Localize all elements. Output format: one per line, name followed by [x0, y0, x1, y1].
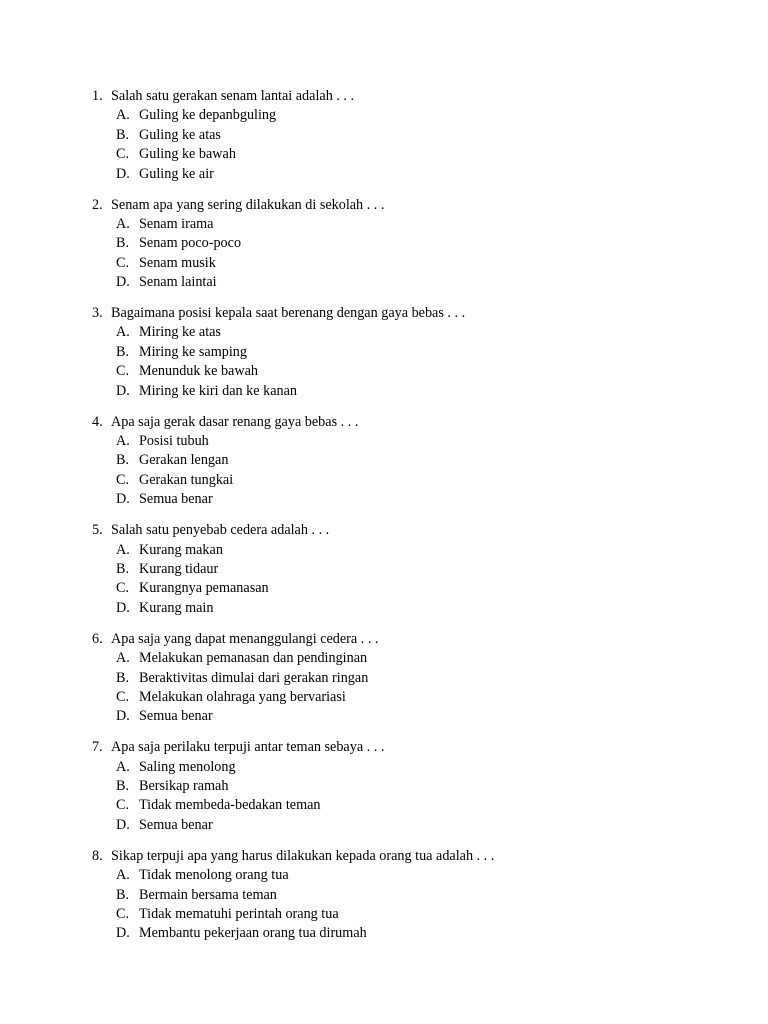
question-text: Senam apa yang sering dilakukan di sekolah . . .	[111, 196, 385, 213]
option-list	[92, 432, 494, 510]
option-letter: C.	[116, 254, 130, 271]
answer-option	[116, 362, 494, 381]
answer-option	[116, 343, 494, 362]
option-letter: B.	[116, 343, 130, 360]
option-letter: B.	[116, 560, 130, 577]
answer-option	[116, 254, 494, 273]
question-number: 3.	[92, 305, 103, 322]
option-text: Senam poco-poco	[139, 235, 242, 252]
option-letter: B.	[116, 235, 130, 252]
answer-option	[116, 451, 494, 470]
answer-option	[116, 758, 494, 777]
option-text: Melakukan pemanasan dan pendinginan	[139, 650, 368, 667]
option-list	[92, 866, 494, 944]
option-letter: C.	[116, 146, 130, 163]
option-text: Kurang makan	[139, 541, 223, 558]
answer-option	[116, 599, 494, 618]
option-text: Saling menolong	[139, 758, 236, 775]
question-number: 4.	[92, 413, 103, 430]
option-text: Miring ke samping	[139, 343, 247, 360]
option-letter: D.	[116, 599, 130, 616]
option-text: Semua benar	[139, 816, 213, 833]
option-letter: B.	[116, 778, 130, 795]
answer-option	[116, 777, 494, 796]
option-text: Semua benar	[139, 708, 213, 725]
option-list	[92, 649, 494, 727]
option-letter: B.	[116, 886, 130, 903]
question-text: Salah satu gerakan senam lantai adalah . . .	[111, 88, 355, 104]
answer-option	[116, 649, 494, 668]
option-letter: C.	[116, 363, 130, 380]
option-text: Senam irama	[139, 215, 214, 232]
answer-option	[116, 165, 494, 184]
answer-option	[116, 541, 494, 560]
question-number: 8.	[92, 847, 103, 864]
question-line	[92, 304, 494, 323]
question-number: 6.	[92, 630, 103, 647]
option-letter: A.	[116, 324, 130, 341]
option-text: Gerakan tungkai	[139, 471, 234, 488]
option-letter: D.	[116, 925, 130, 942]
option-list	[92, 106, 494, 184]
option-text: Guling ke bawah	[139, 146, 236, 163]
option-text: Tidak menolong orang tua	[139, 867, 289, 884]
option-text: Senam musik	[139, 254, 216, 271]
question-text: Sikap terpuji apa yang harus dilakukan kepada orang tua adalah . . .	[111, 847, 495, 864]
question-item	[92, 413, 494, 510]
question-number: 1.	[92, 88, 103, 104]
question-item	[92, 196, 494, 293]
option-letter: C.	[116, 906, 130, 922]
question-number: 2.	[92, 196, 103, 213]
question-line	[92, 630, 494, 649]
option-list	[92, 541, 494, 619]
answer-option	[116, 688, 494, 707]
option-letter: B.	[116, 669, 130, 686]
answer-option	[116, 924, 494, 943]
question-text: Apa saja gerak dasar renang gaya bebas . . .	[111, 413, 359, 430]
answer-option	[116, 323, 494, 342]
option-text: Tidak mematuhi perintah orang tua	[139, 906, 339, 922]
question-text: Apa saja yang dapat menanggulangi cedera . . .	[111, 630, 379, 647]
option-text: Senam laintai	[139, 274, 217, 291]
option-letter: B.	[116, 452, 130, 469]
question-number: 7.	[92, 739, 103, 756]
option-text: Menunduk ke bawah	[139, 363, 258, 380]
option-text: Guling ke air	[139, 165, 214, 182]
question-text: Bagaimana posisi kepala saat berenang dengan gaya bebas . . .	[111, 305, 466, 322]
answer-option	[116, 669, 494, 688]
option-text: Gerakan lengan	[139, 452, 229, 469]
answer-option	[116, 106, 494, 125]
answer-option	[116, 707, 494, 726]
option-letter: D.	[116, 708, 130, 725]
option-text: Posisi tubuh	[139, 433, 209, 450]
option-text: Kurang main	[139, 599, 214, 616]
answer-option	[116, 432, 494, 451]
option-letter: C.	[116, 580, 130, 597]
answer-option	[116, 471, 494, 490]
question-line	[92, 413, 494, 432]
question-line	[92, 847, 494, 866]
option-text: Tidak membeda-bedakan teman	[139, 797, 321, 814]
answer-option	[116, 560, 494, 579]
option-letter: D.	[116, 816, 130, 833]
option-letter: A.	[116, 215, 130, 232]
question-item	[92, 87, 494, 184]
option-letter: A.	[116, 650, 130, 667]
option-letter: C.	[116, 471, 130, 488]
option-text: Bermain bersama teman	[139, 886, 277, 903]
option-list	[92, 758, 494, 836]
answer-option	[116, 905, 494, 924]
question-item	[92, 630, 494, 727]
option-letter: A.	[116, 107, 130, 124]
question-item	[92, 738, 494, 835]
option-text: Kurang tidaur	[139, 560, 219, 577]
question-number: 5.	[92, 522, 103, 539]
option-list	[92, 323, 494, 401]
question-text: Salah satu penyebab cedera adalah . . .	[111, 522, 330, 539]
option-letter: A.	[116, 541, 130, 558]
question-list	[92, 87, 494, 955]
option-letter: C.	[116, 797, 130, 814]
option-text: Membantu pekerjaan orang tua dirumah	[139, 925, 367, 942]
option-text: Guling ke atas	[139, 126, 221, 143]
question-item	[92, 521, 494, 618]
answer-option	[116, 816, 494, 835]
answer-option	[116, 126, 494, 145]
answer-option	[116, 273, 494, 292]
option-text: Miring ke kiri dan ke kanan	[139, 382, 297, 399]
question-line	[92, 87, 494, 106]
option-letter: D.	[116, 382, 130, 399]
option-letter: D.	[116, 165, 130, 182]
option-letter: D.	[116, 491, 130, 508]
option-letter: C.	[116, 688, 130, 705]
option-letter: B.	[116, 126, 130, 143]
answer-option	[116, 234, 494, 253]
question-line	[92, 521, 494, 540]
option-text: Semua benar	[139, 491, 213, 508]
option-text: Melakukan olahraga yang bervariasi	[139, 688, 346, 705]
option-letter: A.	[116, 433, 130, 450]
question-item	[92, 847, 494, 944]
answer-option	[116, 886, 494, 905]
answer-option	[116, 145, 494, 164]
option-text: Bersikap ramah	[139, 778, 229, 795]
option-letter: A.	[116, 758, 130, 775]
answer-option	[116, 490, 494, 509]
question-item	[92, 304, 494, 401]
question-text: Apa saja perilaku terpuji antar teman sebaya . . .	[111, 739, 385, 756]
option-letter: D.	[116, 274, 130, 291]
answer-option	[116, 382, 494, 401]
option-text: Beraktivitas dimulai dari gerakan ringan	[139, 669, 369, 686]
option-text: Kurangnya pemanasan	[139, 580, 269, 597]
option-letter: A.	[116, 867, 130, 884]
question-line	[92, 738, 494, 757]
answer-option	[116, 215, 494, 234]
answer-option	[116, 579, 494, 598]
option-list	[92, 215, 494, 293]
option-text: Guling ke depanbguling	[139, 107, 277, 124]
question-line	[92, 196, 494, 215]
option-text: Miring ke atas	[139, 324, 221, 341]
answer-option	[116, 796, 494, 815]
answer-option	[116, 866, 494, 885]
